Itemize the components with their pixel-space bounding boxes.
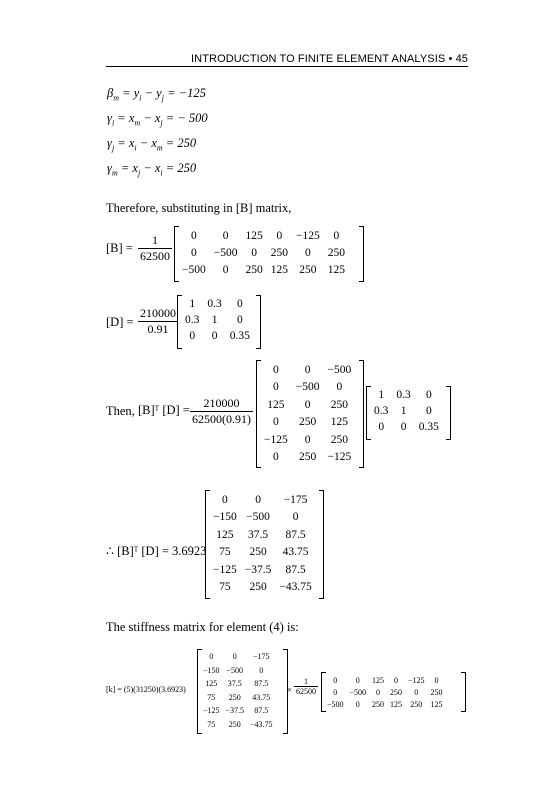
matrix-row (209, 561, 316, 579)
matrix-cell: 250 (430, 687, 443, 697)
matrix-cell: 125 (327, 263, 345, 276)
equation-term: γ (107, 136, 112, 150)
equation-term: i (134, 143, 137, 153)
matrix-cell: 250 (299, 263, 317, 276)
matrix-cell: −175 (283, 493, 308, 506)
matrix-cell: 0 (425, 405, 432, 417)
matrix-row (209, 579, 316, 597)
btd-fraction-numerator: 210000 (203, 396, 240, 410)
matrix-cell: 250 (249, 581, 267, 594)
matrix-row (181, 296, 254, 312)
d2-matrix (370, 387, 443, 435)
matrix-cell: 0 (394, 675, 399, 685)
matrix-cell: 0 (400, 421, 407, 433)
matrix-cell: 250 (228, 692, 241, 702)
matrix-cell: 0 (336, 381, 343, 394)
equation-term: = y (119, 86, 140, 100)
matrix-cell: −125 (327, 451, 352, 464)
stiffness-text: The stiffness matrix for element (4) is: (106, 620, 299, 634)
matrix-cell: 87.5 (285, 563, 306, 576)
equation-term: m (113, 93, 120, 103)
matrix-cell: 250 (410, 699, 423, 709)
matrix-cell: 37.5 (227, 679, 242, 689)
matrix-cell: −125 (408, 675, 425, 685)
matrix-cell: 37.5 (248, 528, 269, 541)
matrix-cell: 0 (191, 246, 197, 259)
matrix-cell: 43.75 (282, 546, 309, 559)
matrix-row (178, 227, 349, 244)
matrix-cell: 0 (222, 229, 229, 242)
header-bullet: • (448, 53, 453, 65)
matrix-cell: 0 (304, 433, 311, 446)
result-right-bracket (319, 490, 324, 599)
equation-term: = x (114, 136, 135, 150)
matrix-row (260, 361, 355, 379)
matrix-cell: −500 (327, 699, 344, 709)
header-rule (106, 66, 468, 67)
equation-line (107, 111, 208, 128)
d-right-bracket (256, 295, 261, 349)
matrix-cell: 250 (299, 416, 317, 429)
equation-term: = −125 (163, 86, 206, 100)
equation-term: = x (117, 161, 138, 175)
matrix-cell: −125 (296, 229, 320, 242)
matrix-row (209, 544, 316, 562)
equation-term: = x (114, 111, 135, 125)
matrix-cell: −150 (203, 665, 220, 675)
matrix-cell: 0.3 (207, 298, 222, 310)
equation-term: − x (136, 136, 157, 150)
equation-term: m (111, 168, 118, 178)
equation-line (107, 161, 196, 178)
d2-right-bracket (446, 386, 451, 440)
d-fraction-numerator: 210000 (140, 306, 176, 320)
matrix-cell: 0 (236, 314, 243, 326)
matrix-row (370, 419, 443, 435)
matrix-cell: 75 (219, 546, 231, 559)
b-matrix (178, 227, 349, 278)
btd-fraction-denominator: 62500(0.91) (192, 412, 251, 426)
matrix-cell: 0 (255, 493, 261, 506)
equation-term: γ (107, 161, 112, 175)
matrix-cell: 0 (333, 687, 338, 697)
matrix-row (260, 396, 355, 414)
matrix-cell: 75 (207, 719, 216, 729)
matrix-cell: 250 (228, 719, 241, 729)
b-right-bracket (359, 226, 364, 282)
k-fraction-numerator: 1 (304, 677, 308, 686)
equation-line (107, 136, 196, 153)
page-number: 45 (455, 53, 468, 65)
matrix-cell: 0 (209, 652, 214, 662)
matrix-cell: 250 (270, 246, 288, 259)
matrix-cell: 87.5 (254, 706, 269, 716)
matrix-cell: 0 (355, 675, 360, 685)
matrix-cell: 0.35 (229, 330, 250, 342)
matrix-cell: 0 (273, 363, 279, 376)
matrix-row (200, 664, 276, 678)
matrix-cell: −43.75 (250, 719, 273, 729)
equation-term: − y (141, 86, 162, 100)
matrix-cell: 0 (292, 511, 299, 524)
equation-term: = 250 (162, 161, 197, 175)
matrix-cell: 0 (222, 263, 229, 276)
matrix-cell: 0 (425, 389, 432, 401)
equation-term: i (160, 168, 163, 178)
running-header (176, 53, 468, 65)
matrix-cell: 0.3 (185, 314, 200, 326)
matrix-cell: −37.5 (225, 706, 245, 716)
matrix-cell: 250 (390, 687, 403, 697)
matrix-cell: 75 (207, 692, 216, 702)
matrix-cell: −500 (295, 381, 320, 394)
b-fraction-denominator: 62500 (140, 249, 170, 263)
matrix-cell: −500 (327, 363, 352, 376)
matrix-row (260, 379, 355, 397)
matrix-cell: 0 (259, 665, 264, 675)
matrix-cell: 0 (305, 246, 311, 259)
matrix-cell: 250 (245, 263, 263, 276)
equation-term: − x (140, 111, 161, 125)
equation-term: = 250 (162, 136, 197, 150)
matrix-row (181, 312, 254, 328)
substituting-text: Therefore, substituting in [B] matrix, (106, 201, 292, 215)
matrix-row (209, 526, 316, 544)
matrix-cell: 125 (390, 699, 403, 709)
matrix-row (370, 387, 443, 403)
matrix-cell: 0 (273, 451, 279, 464)
matrix-cell: −500 (213, 246, 238, 259)
matrix-cell: 0 (376, 687, 381, 697)
bt-right-bracket (359, 360, 364, 468)
equation-term: j (111, 143, 115, 153)
matrix-cell: −125 (213, 563, 237, 576)
equation-term: = − 500 (162, 111, 208, 125)
matrix-cell: 0 (232, 652, 237, 662)
matrix-cell: 0 (189, 330, 196, 342)
matrix-cell: 0 (191, 229, 197, 242)
matrix-cell: −175 (253, 652, 270, 662)
matrix-cell: 0 (333, 229, 340, 242)
matrix-cell: 125 (430, 699, 443, 709)
matrix-cell: 250 (299, 451, 317, 464)
matrix-cell: 125 (330, 416, 348, 429)
matrix-cell: 1 (189, 298, 196, 310)
matrix-cell: 1 (211, 314, 218, 326)
equation-term: j (160, 118, 163, 128)
matrix-row (200, 704, 276, 718)
matrix-cell: 87.5 (254, 679, 269, 689)
b-matrix-label: [B] = (106, 241, 133, 255)
matrix-row (200, 650, 276, 664)
equation-term: i (139, 93, 142, 103)
matrix-row (260, 431, 355, 449)
matrix-row (324, 674, 446, 686)
matrix-cell: −500 (182, 263, 206, 276)
matrix-cell: 1 (400, 405, 407, 417)
then-text: Then, (106, 404, 135, 418)
equation-term: β (107, 86, 114, 100)
matrix-cell: −43.75 (279, 581, 312, 594)
matrix-row (260, 414, 355, 432)
k-fraction (294, 677, 318, 696)
matrix-row (200, 677, 276, 691)
matrix-row (209, 491, 316, 509)
matrix-cell: 125 (372, 675, 385, 685)
matrix-cell: 125 (216, 528, 234, 541)
d-fraction-denominator: 0.91 (138, 321, 178, 337)
matrix-cell: 0 (236, 298, 243, 310)
d-matrix-label: [D] = (106, 315, 134, 329)
equation-term: j (137, 168, 141, 178)
matrix-row (324, 698, 446, 710)
k-times-sign: × (287, 685, 293, 695)
k-left-matrix (200, 650, 276, 731)
matrix-cell: 250 (249, 546, 267, 559)
matrix-cell: −37.5 (244, 563, 272, 576)
matrix-cell: 0 (304, 398, 311, 411)
b-matrix-fraction (138, 233, 172, 264)
matrix-cell: 250 (372, 699, 385, 709)
matrix-cell: 250 (327, 246, 345, 259)
equation-term: − x (140, 161, 161, 175)
matrix-cell: −125 (264, 433, 288, 446)
matrix-cell: 0 (276, 229, 283, 242)
equation-line (107, 86, 206, 103)
equation-term: i (111, 118, 115, 128)
matrix-cell: 0 (414, 687, 419, 697)
matrix-row (260, 449, 355, 467)
matrix-cell: 0 (333, 675, 338, 685)
matrix-row (200, 718, 276, 732)
btd-expression-label: [B]ᵀ [D] = (138, 403, 190, 417)
matrix-cell: 75 (219, 581, 231, 594)
matrix-cell: 0 (273, 381, 279, 394)
k-right-right-bracket (461, 672, 466, 712)
k-right-matrix (324, 674, 446, 710)
k-matrix-label: [k] = (5)(31250)(3.6923) (106, 685, 186, 694)
matrix-row (370, 403, 443, 419)
matrix-cell: 0 (211, 330, 218, 342)
btd-result-label: ∴ [B]ᵀ [D] = 3.6923 (106, 544, 207, 558)
matrix-cell: 0 (434, 675, 439, 685)
matrix-cell: 87.5 (285, 528, 306, 541)
matrix-cell: 250 (330, 398, 348, 411)
matrix-cell: 125 (270, 263, 288, 276)
matrix-cell: 0 (378, 421, 385, 433)
b-fraction-numerator: 1 (152, 233, 158, 247)
matrix-cell: 125 (267, 398, 285, 411)
matrix-cell: 125 (245, 229, 263, 242)
matrix-cell: 250 (330, 433, 348, 446)
equation-term: m (156, 143, 163, 153)
matrix-row (209, 509, 316, 527)
matrix-cell: 1 (378, 389, 385, 401)
matrix-row (178, 244, 349, 261)
matrix-row (181, 328, 254, 344)
matrix-row (324, 686, 446, 698)
d-matrix (181, 296, 254, 344)
matrix-cell: 43.75 (252, 692, 271, 702)
matrix-cell: 0.3 (396, 389, 411, 401)
matrix-row (178, 261, 349, 278)
matrix-cell: −500 (226, 665, 244, 675)
equation-term: γ (107, 111, 112, 125)
matrix-row (200, 691, 276, 705)
header-title: INTRODUCTION TO FINITE ELEMENT ANALYSIS (191, 53, 446, 65)
k-fraction-denominator: 62500 (296, 687, 316, 696)
matrix-cell: −125 (203, 706, 220, 716)
d-matrix-fraction (138, 306, 178, 337)
matrix-cell: −500 (246, 511, 270, 524)
matrix-cell: 0.35 (418, 421, 439, 433)
matrix-cell: −150 (213, 511, 237, 524)
matrix-cell: 0 (222, 493, 228, 506)
btd-result-matrix (209, 491, 316, 596)
btd-expression-fraction (190, 396, 253, 427)
matrix-cell: 0 (251, 246, 257, 259)
matrix-cell: 0 (304, 363, 311, 376)
matrix-cell: 125 (205, 679, 218, 689)
bt-matrix (260, 361, 355, 466)
matrix-cell: 0 (273, 416, 279, 429)
equation-term: j (161, 93, 164, 103)
matrix-cell: 0 (355, 699, 360, 709)
matrix-cell: 0.3 (374, 405, 389, 417)
matrix-cell: −500 (349, 687, 367, 697)
equation-term: m (134, 118, 141, 128)
